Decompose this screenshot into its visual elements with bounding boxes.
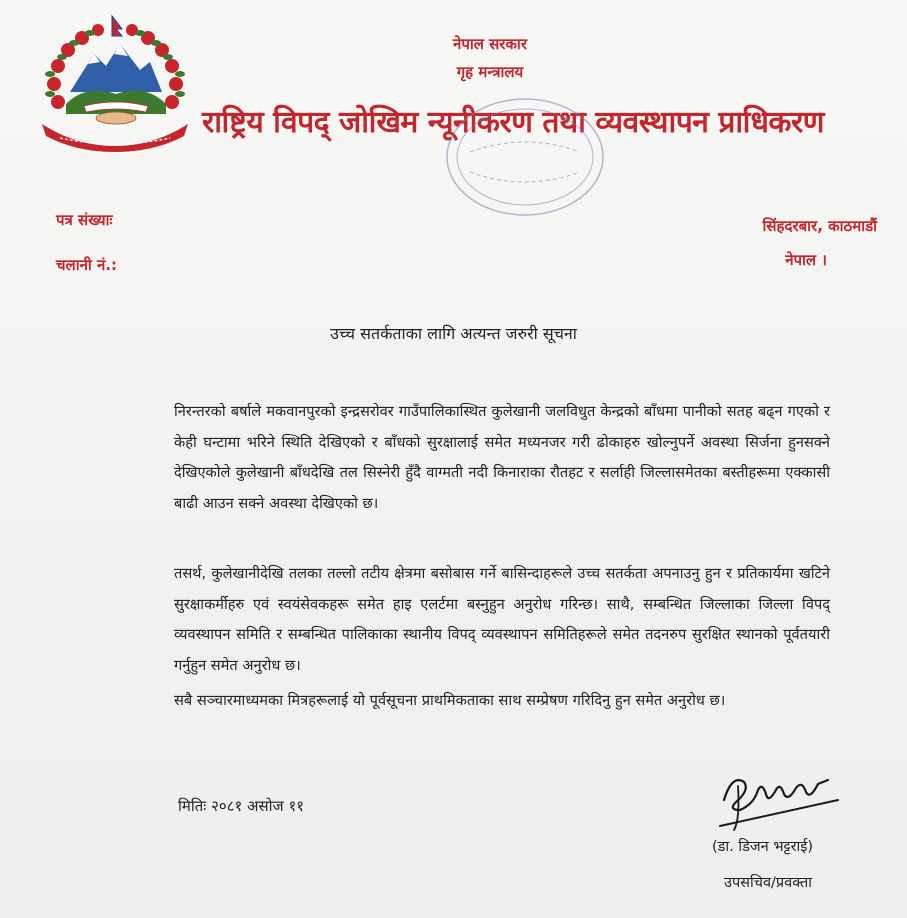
notice-subject: उच्च सतर्कताका लागि अत्यन्त जरुरी सूचना bbox=[330, 324, 577, 343]
letter-date: मितिः २०८१ असोज ११ bbox=[178, 797, 305, 815]
ministry-name: गृह मन्त्रालय bbox=[456, 63, 524, 81]
address-line-2: नेपाल । bbox=[785, 251, 827, 269]
signatory-name: (डा. डिजन भट्टराई) bbox=[712, 839, 814, 855]
body-paragraph-3: सबै सञ्चारमाध्यमका मित्रहरूलाई यो पूर्वसूचना प्राथमिकताका साथ सम्प्रेषण गरिदिनु हुन समेत अनुरोध छ। bbox=[174, 692, 726, 709]
body-paragraph-2: तसर्थ, कुलेखानीदेखि तलका तल्लो तटीय क्षेत्रमा बसोबास गर्ने बासिन्दाहरूले उच्च सतर्कता अपनाउनु हुन र प्रतिकार्यमा खटिने सुरक्षाकर्मीहरु एवं स्वयंसेवकहरू समेत हाइ एलर्टमा बस्नुहुन अनुरोध गरिन्छ। साथै, सम्बन्धित जिल्लाका जिल्ला विपद् व्यवस्थापन समिति र सम्बन्धित पालिकाका स्थानीय विपद् व्यवस्थापन समितिहरूले समेत तदनरुप सुरक्षित स्थानको पूर्वतयारी गर्नुहुन समेत अनुरोध छ। bbox=[174, 565, 830, 674]
signature-icon bbox=[718, 760, 842, 836]
letter-number-label: पत्र संख्याः bbox=[56, 211, 113, 229]
government-name: नेपाल सरकार bbox=[453, 35, 527, 53]
dispatch-number-label: चलानी नं.: bbox=[56, 256, 118, 274]
address-line-1: सिंहदरबार, काठमाडौं bbox=[762, 217, 877, 235]
signatory-title: उपसचिव/प्रवक्ता bbox=[724, 875, 812, 891]
body-paragraph-1: निरन्तरको बर्षाले मकवानपुरको इन्द्रसरोवर गाउँपालिकास्थित कुलेखानी जलविधुत केन्द्रको बाँधमा पानीको सतह बढ्न गएको र केही घन्टामा भरिने स्थिति देखिएको र बाँधको सुरक्षालाई समेत मध्यनजर गरी ढोकाहरु खोल्नुपर्ने अवस्था सिर्जना हुनसक्ने देखिएकोले कुलेखानी बाँधदेखि तल सिस्नेरी हुँदै वाग्मती नदी किनाराका रौतहट र सर्लाही जिल्लासमेतका बस्तीहरूमा एक्कासी बाढी आउन सक्ने अवस्था देखिएको छ। bbox=[174, 403, 830, 512]
authority-title: राष्ट्रिय विपद् जोखिम न्यूनीकरण तथा व्यवस्थापन प्राधिकरण bbox=[202, 105, 824, 140]
official-stamp-icon bbox=[440, 92, 610, 222]
